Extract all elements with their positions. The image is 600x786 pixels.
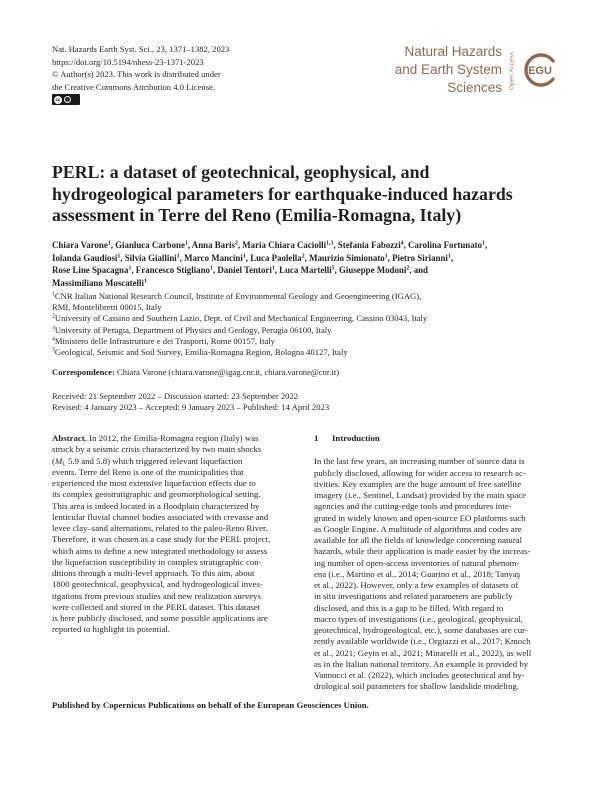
abstract-line: were collected and stored in the PERL dataset. This dataset [52,601,261,612]
intro-line: disclosed, and this is a gap to be filled. With regard to [314,602,504,613]
author-name: Giuseppe Modoni [339,265,407,275]
abstract-line: which aims to define a new integrated methodology to assess [52,545,268,556]
affiliation-item: $^4$Ministero delle Infrastrutture e dei Trasporti, Rome 00157, Italy [52,335,275,346]
author-name: Maria Chiara Caciolli [242,240,327,250]
intro-line: et al., 2021; Geyin et al., 2021; Minarelli et al., 2022), as well [314,647,532,658]
journal-name [395,43,502,97]
abstract-line: levee clay–sand alternations, related to the paleo-Reno River. [52,523,268,533]
cc-by-badge[interactable] [52,94,80,105]
abstract-line: ($M_L$ 5.9 and 5.8) which triggered relevant liquefaction [52,455,243,467]
abstract-line: Abstract. In 2012, the Emilia-Romagna region (Italy) was [52,433,259,443]
author-name: Iolanda Gaudiosi [52,252,118,263]
intro-line: rently available worldwide (i.e., Orgiazzi et al., 2017; Kmoch [314,636,531,647]
author-line-4: Massimiliano Moscatelli$^1$ [52,277,147,288]
license-line[interactable]: the Creative Commons Attribution 4.0 License. [52,81,216,92]
intro-line: grated in widely known and open-source EO platforms such [314,512,526,523]
paper-title: PERL: a dataset of geotechnical, geophysical, and hydrogeological parameters for earthquake-induced hazards assessment in Terre del Reno (Emilia-Romagna, Italy) [52,162,513,225]
abstract-line: Therefore, it was chosen as a case study for the PERL project, [52,534,271,545]
intro-line: drological soil parameters for shallow landslide modeling. [314,681,519,692]
author-name: Francesco Stigliano [135,265,210,275]
affiliation-item: $^3$University of Perugia, Department of Physics and Geology, Perugia 06100, Italy [52,324,332,335]
egu-logo-icon [520,49,560,91]
abstract-line: its complex geostratigraphic and geomorphological setting. [52,489,261,500]
intro-line: macro types of investigations (i.e., geological, geophysical, [314,613,523,624]
abstract-label: Abstract. [52,433,87,443]
intro-line: imagery (i.e., Sentinel, Landsat) provided by the main space [314,490,527,500]
open-access-label: Open Access [508,51,516,91]
affiliation-item: $^1$CNR Italian National Research Council, Institute of Environmental Geology and Geoengineering (IGAG), [52,291,422,301]
intro-line: geotechnical, hydrogeological, etc.), some databases are cur- [314,625,528,635]
abstract-line: reported to highlight its potential. [52,624,171,635]
doi-link[interactable]: https://doi.org/10.5194/nhess-23-1371-2023 [52,56,204,67]
author-name: Pietro Sirianni [392,252,448,263]
intro-line: et al., 2022). However, only a few examples of datasets of [314,580,519,590]
abstract-line: 1800 geotechnical, geophysical, and hydrogeological inves- [52,579,263,590]
intro-line: as Google Engine. A multitude of algorithms and codes are [314,523,522,534]
author-name: Daniel Tentori [217,265,272,275]
introduction [314,433,554,693]
intro-line: Vannocci et al. (2022), which includes geotechnical and hy- [314,670,525,680]
journal-name-line-3: Sciences [447,80,502,95]
author-line-1: Chiara Varone$^1$, Gianluca Carbone$^1$, Anna Baris$^2$, Maria Chiara Caciolli$^{1,3}$, Stefania Fabozzi$^4$, Carolina Fortunato$^1$, [52,240,488,250]
abstract-line: tigations from previous studies and new realization surveys [52,590,261,601]
author-name: Massimiliano Moscatelli [52,277,144,288]
dates-received: Received: 21 September 2022 – Discussion started: 23 September 2022 [52,391,299,401]
dates-published: Revised: 4 January 2023 – Accepted: 9 January 2023 – Published: 14 April 2023 [52,402,330,413]
author-name: Silvia Giallini [124,252,177,263]
abstract-line: struck by a seismic crisis characterized by two main shocks [52,444,262,455]
intro-line: ena (i.e., Martino et al., 2014; Guarino et al., 2018; Tanyaş [314,568,521,579]
affiliation-item: $^5$Geological, Seismic and Soil Survey, Emilia-Romagna Region, Bologna 40127, Italy [52,347,348,358]
author-name: Rose Line Spacagna [52,265,129,275]
intro-line: available for all the fields of knowledge concerning natural [314,535,523,545]
publication-dates [52,391,552,413]
intro-line: In the last few years, an increasing number of source data is [314,456,525,467]
author-line-3: Rose Line Spacagna$^1$, Francesco Stigliano$^1$, Daniel Tentori$^1$, Luca Martelli$^5$, Giuseppe Modoni$^2$, and [52,265,428,275]
cc-icon: cc [54,96,62,104]
intro-line: hazards, while their application is made easier by the increas- [314,546,531,557]
author-list [52,239,552,289]
journal-name-line-1: Natural Hazards [404,44,502,59]
author-name: Luca Martelli [279,265,332,275]
affiliation-list [52,291,552,358]
intro-line: agencies and the cutting-edge tools and procedures inte- [314,501,512,512]
author-name: Gianluca Carbone [115,240,185,250]
affiliation-item-continued: RMI, Montelibretti 00015, Italy [52,302,162,313]
abstract-line: lenticular fluvial channel bodies associated with crevasse and [52,511,269,522]
intro-line: ing number of open-access inventories of natural phenom- [314,557,520,568]
author-name: Luca Paolella [250,252,302,263]
section-heading: 1 Introduction [314,433,380,443]
author-name: Maurizio Simionato [309,252,385,263]
abstract [52,433,292,636]
intro-line: tivities. Key examples are the huge amount of free satellite [314,478,522,489]
abstract-line: ditions through a multi-level approach. To this aim, about [52,568,255,578]
correspondence-text[interactable]: Chiara Varone (chiara.varone@igag.cnr.it, chiara.varone@cnr.it) [117,367,340,377]
intro-line: in situ investigations and related parameters are publicly [314,591,513,602]
author-name: Stefania Fabozzi [337,240,401,250]
abstract-line: experienced the most extensive liquefaction effects due to [52,478,256,488]
publisher-footer: Published by Copernicus Publications on behalf of the European Geosciences Union. [52,700,369,710]
intro-line: as in the Italian national territory. An example is provided by [314,658,529,669]
author-name: Carolina Fortunato [408,240,483,250]
abstract-line: the liquefaction susceptibility in complex stratigraphic con- [52,556,262,567]
journal-header [52,43,229,105]
intro-line: publicly disclosed, allowing for wider access to research ac- [314,467,526,478]
correspondence [52,367,552,378]
egu-logo-text: EGU [528,65,552,77]
abstract-line: events. Terre del Reno is one of the municipalities that [52,466,244,477]
abstract-line: This area is indeed located in a floodplain characterized by [52,500,260,511]
author-name: Chiara Varone [52,240,108,250]
attribution-icon: i [64,96,71,103]
affiliation-item: $^2$University of Cassino and Southern Lazio, Dept. of Civil and Mechanical Engineering, Cassino 03043, Italy [52,313,428,324]
journal-name-line-2: and Earth System [394,62,502,77]
copyright-line: © Author(s) 2023. This work is distributed under [52,69,221,80]
journal-brand [372,43,562,103]
author-name: Marco Mancini [184,252,243,263]
journal-citation: Nat. Hazards Earth Syst. Sci., 23, 1371–1382, 2023 [52,44,230,54]
author-name: Anna Baris [191,240,235,250]
abstract-line: is here publicly disclosed, and some possible applications are [52,613,268,623]
author-line-2: Iolanda Gaudiosi$^1$, Silvia Giallini$^1$, Marco Mancini$^1$, Luca Paolella$^2$, Maurizio Simionato$^1$, Pietro Sirianni$^1$, [52,252,454,263]
correspondence-label: Correspondence: [52,367,115,377]
